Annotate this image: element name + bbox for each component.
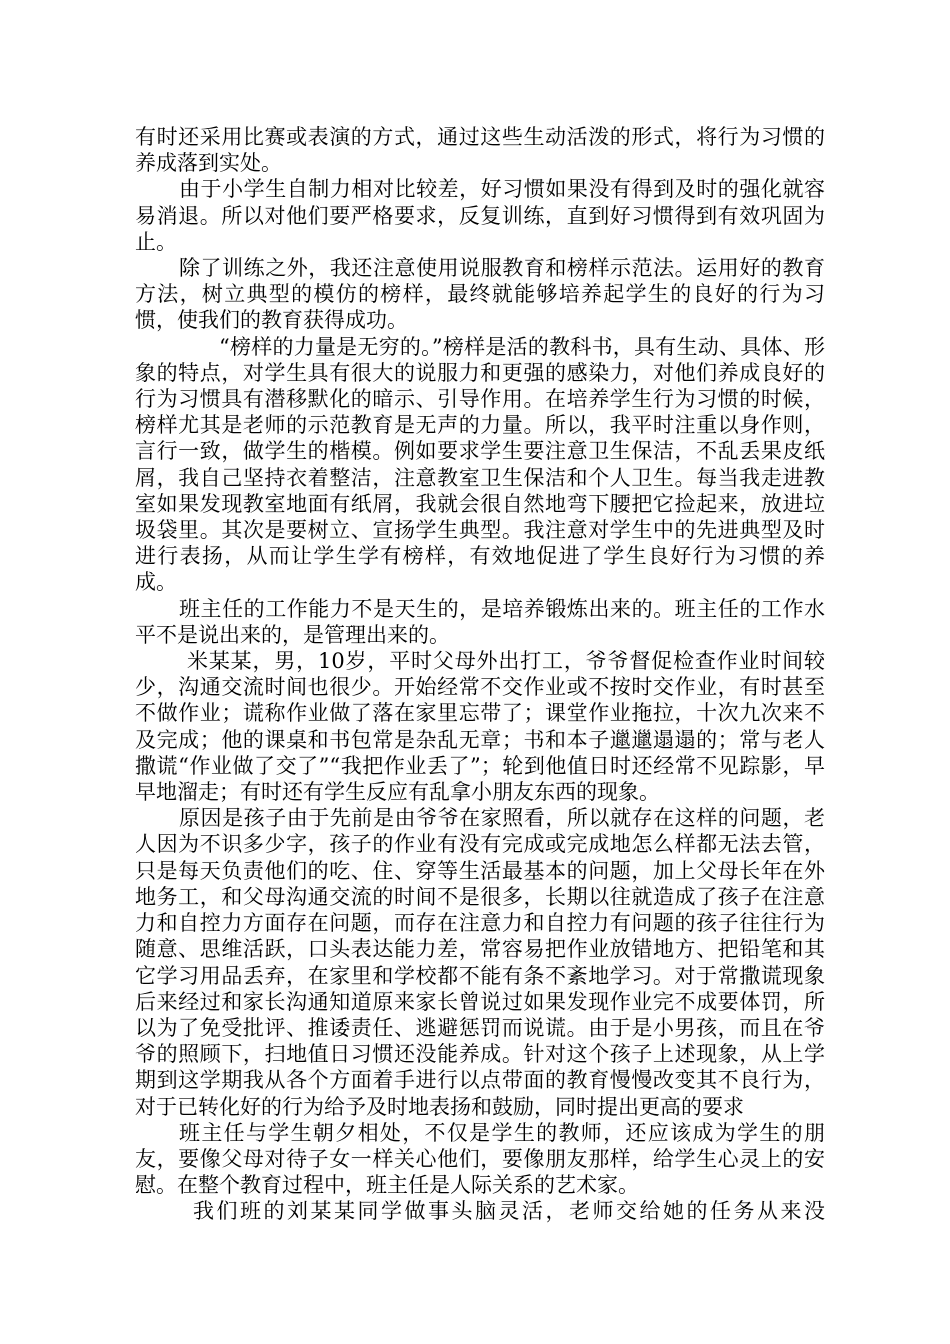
- paragraph-7: 原因是孩子由于先前是由爷爷在家照看，所以就存在这样的问题，老人因为不识多少字，孩子的作业有没有完成或完成地怎么样都无法去管，只是每天负责他们的吃、住、穿等生活最基本的问题，加上父母长年在外地务工，和父母沟通交流的时间不是很多，长期以往就造成了孩子在注意力和自控力方面存在问题，而存在注意力和自控力有问题的孩子往往行为随意、思维活跃，口头表达能力差，常容易把作业放错地方、把铅笔和其它学习用品丢弃，在家里和学校都不能有条不紊地学习。对于常撒谎现象后来经过和家长沟通知道原来家长曾说过如果发现作业完不成要体罚，所以为了免受批评、推诿责任、逃避惩罚而说谎。由于是小男孩，而且在爷爷的照顾下，扫地值日习惯还没能养成。针对这个孩子上述现象，从上学期到这学期我从各个方面着手进行以点带面的教育慢慢改变其不良行为，对于已转化好的行为给予及时地表扬和鼓励，同时提出更高的要求: [135, 806, 825, 1119]
- paragraph-6: 米某某，男，10岁，平时父母外出打工，爷爷督促检查作业时间较少，沟通交流时间也很少。开始经常不交作业或不按时交作业，有时甚至不做作业；谎称作业做了落在家里忘带了；课堂作业拖拉，十次九次来不及完成；他的课桌和书包常是杂乱无章；书和本子邋邋遢遢的；常与老人撒谎“作业做了交了”“我把作业丢了”；轮到他值日时还经常不见踪影，早早地溜走；有时还有学生反应有乱拿小朋友东西的现象。: [135, 649, 825, 805]
- paragraph-2: 由于小学生自制力相对比较差，好习惯如果没有得到及时的强化就容易消退。所以对他们要严格要求，反复训练，直到好习惯得到有效巩固为止。: [135, 177, 825, 254]
- paragraph-3: 除了训练之外，我还注意使用说服教育和榜样示范法。运用好的教育方法，树立典型的模仿的榜样，最终就能够培养起学生的良好的行为习惯，使我们的教育获得成功。: [135, 256, 825, 333]
- paragraph-9: 我们班的刘某某同学做事头脑灵活，老师交给她的任务从来没: [193, 1199, 825, 1224]
- document-body: [135, 124, 825, 1225]
- paragraph-4: “榜样的力量是无穷的。”榜样是活的教科书，具有生动、具体、形象的特点，对学生具有很大的说服力和更强的感染力，对他们养成良好的行为习惯具有潜移默化的暗示、引导作用。在培养学生行为习惯的时候，榜样尤其是老师的示范教育是无声的力量。所以，我平时注重以身作则，言行一致，做学生的楷模。例如要求学生要注意卫生保洁，不乱丢果皮纸屑，我自己坚持衣着整洁，注意教室卫生保洁和个人卫生。每当我走进教室如果发现教室地面有纸屑，我就会很自然地弯下腰把它捡起来，放进垃圾袋里。其次是要树立、宣扬学生典型。我注意对学生中的先进典型及时进行表扬，从而让学生学有榜样，有效地促进了学生良好行为习惯的养成。: [135, 334, 825, 595]
- paragraph-5: 班主任的工作能力不是天生的，是培养锻炼出来的。班主任的工作水平不是说出来的，是管理出来的。: [135, 596, 825, 647]
- paragraph-8: 班主任与学生朝夕相处，不仅是学生的教师，还应该成为学生的朋友，要像父母对待子女一样关心他们，要像朋友那样，给学生心灵上的安慰。在整个教育过程中，班主任是人际关系的艺术家。: [135, 1120, 825, 1198]
- paragraph-1: 有时还采用比赛或表演的方式，通过这些生动活泼的形式，将行为习惯的养成落到实处。: [135, 125, 825, 176]
